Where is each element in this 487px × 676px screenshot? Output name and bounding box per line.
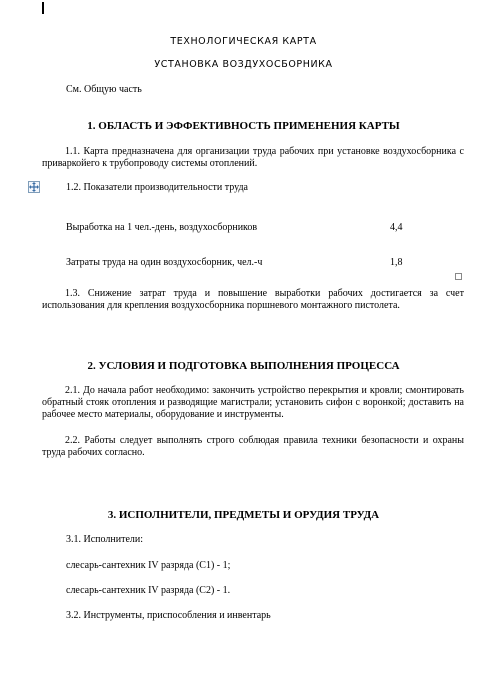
- section-3-heading: 3. ИСПОЛНИТЕЛИ, ПРЕДМЕТЫ И ОРУДИЯ ТРУДА: [107, 509, 380, 521]
- performer-1: слесарь-сантехник IV разряда (С1) - 1;: [66, 560, 231, 571]
- section-2-heading: 2. УСЛОВИЯ И ПОДГОТОВКА ВЫПОЛНЕНИЯ ПРОЦЕССА: [87, 360, 400, 372]
- paragraph-3-1: 3.1. Исполнители:: [66, 534, 144, 545]
- table-row-2-label: Затраты труда на один воздухосборник, чел.-ч: [66, 257, 263, 268]
- reference-line: См. Общую часть: [66, 84, 142, 95]
- table-row-2-value: 1,8: [390, 257, 403, 268]
- paragraph-1-3: 1.3. Снижение затрат труда и повышение выработки рабочих достигается за счет использования для крепления воздухосборника поршневого монтажного пистолета.: [42, 288, 464, 311]
- paragraph-3-2: 3.2. Инструменты, приспособления и инвентарь: [66, 610, 271, 621]
- paragraph-2-2: 2.2. Работы следует выполнять строго соблюдая правила техники безопасности и охраны труда рабочих согласно.: [42, 435, 464, 458]
- document-subtitle: УСТАНОВКА ВОЗДУХОСБОРНИКА: [154, 59, 333, 70]
- section-1-heading: 1. ОБЛАСТЬ И ЭФФЕКТИВНОСТЬ ПРИМЕНЕНИЯ КАРТЫ: [87, 120, 400, 132]
- document-title: ТЕХНОЛОГИЧЕСКАЯ КАРТА: [170, 36, 317, 47]
- table-resize-handle[interactable]: [455, 273, 462, 280]
- table-row-1-value: 4,4: [390, 222, 403, 233]
- paragraph-2-1: 2.1. До начала работ необходимо: закончить устройство перекрытия и кровли; смонтировать обратный стояк отопления и разводящие магистрали; установить сифон с воронкой; доставить на рабочее место материалы, оборудование и инструменты.: [42, 385, 464, 420]
- performer-2: слесарь-сантехник IV разряда (С2) - 1.: [66, 585, 231, 596]
- paragraph-1-1: 1.1. Карта предназначена для организации труда рабочих при установке воздухосборника с приваркойего к трубопроводу системы отоплений.: [42, 146, 464, 169]
- text-cursor: [42, 2, 44, 14]
- paragraph-1-2: 1.2. Показатели производительности труда: [66, 182, 248, 193]
- table-move-handle-icon[interactable]: [28, 181, 40, 193]
- table-row-1-label: Выработка на 1 чел.-день, воздухосборников: [66, 222, 258, 233]
